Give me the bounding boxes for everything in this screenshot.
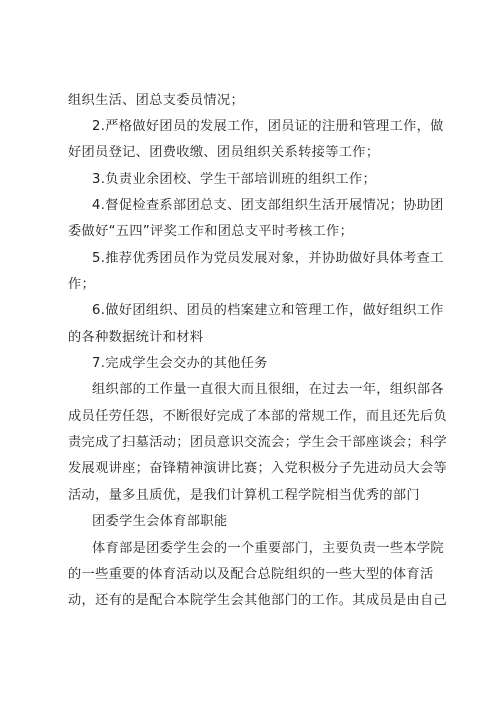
text-line-1: 组织生活、团总支委员情况；	[68, 93, 244, 108]
text-line-10: 的各种数据统计和材料	[68, 330, 204, 345]
text-line-5: 4.督促检查系部团总支、团支部组织生活开展情况；协助团	[92, 198, 444, 213]
text-line-14: 责完成了扫墓活动；团员意识交流会；学生会干部座谈会；科学	[68, 435, 448, 450]
text-line-18: 体育部是团委学生会的一个重要部门，主要负责一些本学院	[92, 541, 444, 556]
text-line-20: 动，还有的是配合本院学生会其他部门的工作。其成员是由自己	[68, 593, 448, 608]
text-line-7: 5.推荐优秀团员作为党员发展对象，并协助做好具体考查工	[92, 251, 444, 266]
text-line-16: 活动，量多且质优，是我们计算机工程学院相当优秀的部门	[68, 488, 420, 503]
text-line-2: 2.严格做好团员的发展工作，团员证的注册和管理工作，做	[92, 119, 444, 134]
text-line-9: 6.做好团组织、团员的档案建立和管理工作，做好组织工作	[92, 303, 444, 318]
text-line-6: 委做好“五四”评奖工作和团总支平时考核工作；	[68, 224, 354, 239]
text-line-3: 好团员登记、团费收缴、团员组织关系转接等工作；	[68, 145, 380, 160]
text-line-15: 发展观讲座；奋锋精神演讲比赛；入党积极分子先进动员大会等	[68, 461, 448, 476]
text-line-12: 组织部的工作量一直很大而且很细，在过去一年，组织部各	[92, 382, 444, 397]
text-line-13: 成员任劳任怨，不断很好完成了本部的常规工作，而且还先后负	[68, 409, 448, 424]
text-line-4: 3.负责业余团校、学生干部培训班的组织工作；	[92, 172, 377, 187]
text-line-19: 的一些重要的体育活动以及配合总院组织的一些大型的体育活	[68, 567, 434, 582]
text-line-8: 作；	[68, 277, 96, 292]
text-line-11: 7.完成学生会交办的其他任务	[92, 356, 268, 371]
section-heading: 团委学生会体育部职能	[92, 514, 228, 529]
